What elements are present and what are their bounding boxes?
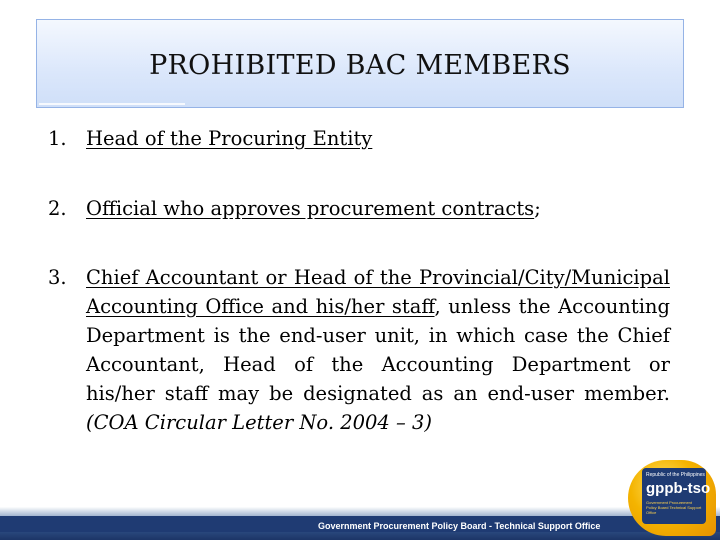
item-underlined-text: Head of the Procuring Entity	[86, 127, 373, 150]
item-number: 2.	[48, 197, 67, 220]
item-text	[86, 194, 670, 223]
logo-country-text: Republic of the Philippines	[646, 472, 705, 478]
title-accent-line	[39, 103, 185, 105]
item-text	[86, 263, 670, 437]
list-item	[48, 263, 670, 437]
logo-name: gppb-tso	[646, 480, 711, 497]
item-number: 1.	[48, 127, 67, 150]
footer-text: Government Procurement Policy Board - Technical Support Office	[318, 521, 601, 531]
list-item	[48, 124, 670, 194]
item-citation: (COA Circular Letter No. 2004 – 3)	[86, 411, 433, 434]
list-item	[48, 194, 670, 263]
prohibited-members-list	[48, 124, 670, 437]
slide-title: PROHIBITED BAC MEMBERS	[149, 50, 571, 81]
item-number: 3.	[48, 266, 67, 289]
item-rest-text: , unless the Accounting Department is the end-user unit, in which case the Chief Accountant, Head of the Accounting Department or his/her staff may be designated as an end-user member.	[86, 295, 670, 405]
item-suffix: ;	[534, 197, 541, 220]
item-text	[86, 124, 670, 153]
slide-title-box	[36, 19, 684, 108]
item-underlined-text: Chief Accountant or Head of the Provincial/City/Municipal Accounting Office and his/her staff	[86, 266, 670, 318]
logo-tagline: Government Procurement Policy Board Technical Support Office	[646, 500, 702, 515]
item-underlined-text: Official who approves procurement contracts	[86, 197, 535, 220]
gppb-tso-logo	[628, 460, 716, 536]
footer-banner	[0, 501, 720, 540]
